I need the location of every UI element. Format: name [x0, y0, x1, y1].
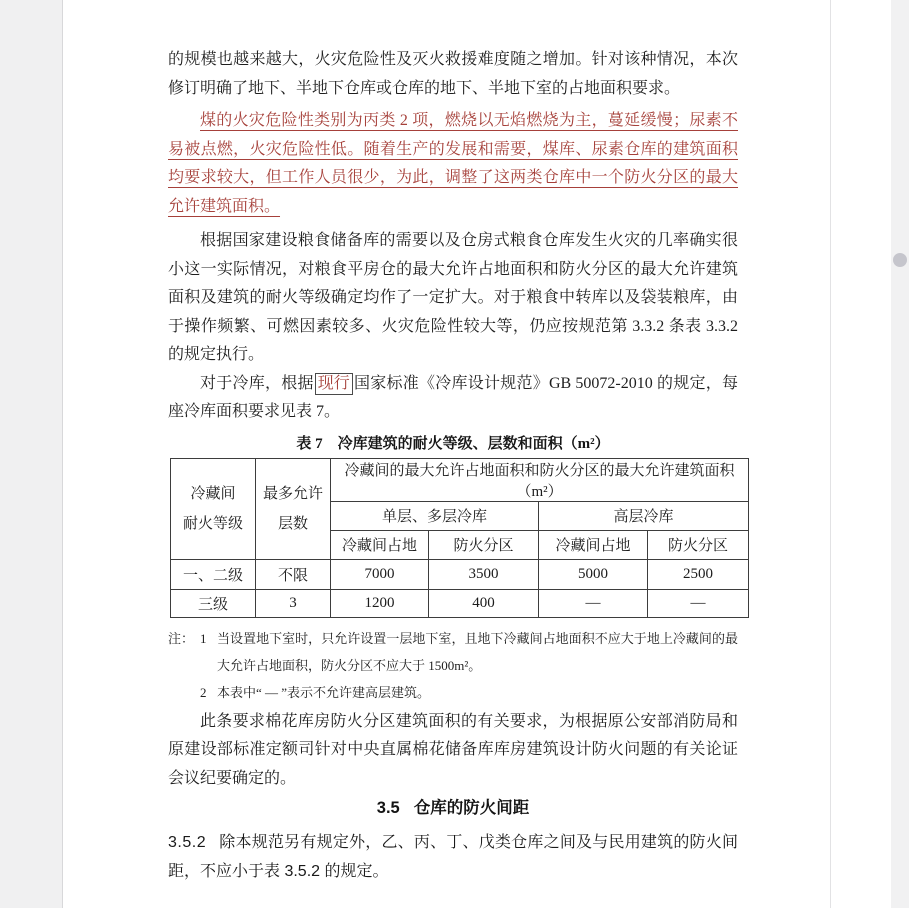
table-cell-floors: 3	[256, 589, 331, 617]
table-header-fire-grade	[171, 458, 256, 559]
note-item-2	[168, 679, 738, 706]
note-label-spacer	[168, 679, 200, 706]
paragraph-cold-storage	[168, 370, 738, 427]
scrollbar-thumb[interactable]	[893, 253, 907, 267]
table-header-max-floors	[256, 458, 331, 559]
note-label: 注：	[168, 630, 195, 646]
section-number: 3.5	[376, 799, 400, 817]
table-cell-value: —	[648, 589, 749, 617]
clause-text: 除本规范另有规定外，乙、丙、丁、戊类仓库之间及与民用建筑的防火间距，不应小于表 3.5.2 的规定。	[168, 834, 738, 880]
table-subheader: 防火分区	[648, 530, 749, 559]
table-row	[171, 589, 749, 617]
table-header-max-floors-line2: 层数	[277, 515, 308, 532]
table-cell-value: 1200	[331, 589, 429, 617]
table-7-cold-storage	[170, 458, 749, 618]
table-group-single-multi: 单层、多层冷库	[331, 501, 539, 530]
table-cell-value: 5000	[539, 559, 648, 589]
section-title: 仓库的防火间距	[413, 799, 530, 817]
note-text: 本表中“ — ”表示不允许建高层建筑。	[217, 684, 431, 700]
table-cell-value: 2500	[648, 559, 749, 589]
table-subheader: 防火分区	[429, 530, 539, 559]
table-cell-value: 7000	[331, 559, 429, 589]
note-text: 当设置地下室时，只允许设置一层地下室，且地下冷藏间占地面积不应大于地上冷藏间的最大允许占地面积，防火分区不应大于 1500m²。	[217, 630, 738, 673]
table-cell-floors: 不限	[256, 559, 331, 589]
table-cell-grade: 三级	[171, 589, 256, 617]
table-subheader: 冷藏间占地	[539, 530, 648, 559]
page-right-edge-line	[830, 0, 831, 908]
table-notes	[168, 625, 738, 706]
table-header-span: 冷藏间的最大允许占地面积和防火分区的最大允许建筑面积（m²）	[331, 458, 749, 501]
table-cell-value: 3500	[429, 559, 539, 589]
note-item-1	[168, 625, 738, 679]
cold-storage-text-suffix: 国家标准《冷库设计规范》GB 50072-2010 的规定，每座冷库面积要求见表 7。	[168, 374, 738, 420]
cold-storage-text-prefix: 对于冷库，根据	[200, 374, 314, 392]
table-caption: 表 7 冷库建筑的耐火等级、层数和面积（m²）	[296, 435, 610, 452]
table-header-fire-grade-line1: 冷藏间	[190, 485, 236, 502]
paragraph-grain: 根据国家建设粮食储备库的需要以及仓房式粮食仓库发生火灾的几率确实很小这一实际情况，对粮食平房仓的最大允许占地面积和防火分区的最大允许建筑面积及建筑的耐火等级确定均作了一定扩大。对于粮食中转库以及袋装粮库，由于操作频繁、可燃因素较多、火灾危险性较大等，仍应按规范第 3.3.2 条表 3.3.2 的规定执行。	[168, 232, 738, 363]
table-cell-value: —	[539, 589, 648, 617]
paragraph-continuation: 的规模也越来越大，火灾危险性及灭火救援难度随之增加。针对该种情况，本次修订明确了地下、半地下仓库或仓库的地下、半地下室的占地面积要求。	[168, 51, 738, 97]
note-number: 2	[200, 684, 207, 700]
table-header-fire-grade-line2: 耐火等级	[182, 515, 243, 532]
paragraph-revision-red: 煤的火灾危险性类别为丙类 2 项，燃烧以无焰燃烧为主，蔓延缓慢；尿素不易被点燃，火灾危险性低。随着生产的发展和需要，煤库、尿素仓库的建筑面积均要求较大，但工作人员很少，为此，调整了这两类仓库中一个防火分区的最大允许建筑面积。	[168, 112, 738, 215]
clause-3-5-2	[168, 829, 738, 886]
table-header-max-floors-line1: 最多允许	[262, 485, 323, 502]
paragraph-cotton: 此条要求棉花库房防火分区建筑面积的有关要求，为根据原公安部消防局和原建设部标准定额司针对中央直属棉花储备库库房建筑设计防火问题的有关论证会议纪要确定的。	[168, 712, 738, 787]
table-cell-grade: 一、二级	[171, 559, 256, 589]
table-subheader: 冷藏间占地	[331, 530, 429, 559]
revision-insert-box: 现行	[315, 373, 353, 395]
note-number: 1	[200, 630, 207, 646]
scrollbar-track[interactable]	[891, 0, 909, 908]
table-cell-value: 400	[429, 589, 539, 617]
clause-number: 3.5.2	[168, 834, 207, 851]
page-content	[168, 46, 738, 886]
table-group-highrise: 高层冷库	[539, 501, 749, 530]
table-row	[171, 559, 749, 589]
left-gutter	[0, 0, 63, 908]
section-heading-3-5	[168, 795, 738, 821]
